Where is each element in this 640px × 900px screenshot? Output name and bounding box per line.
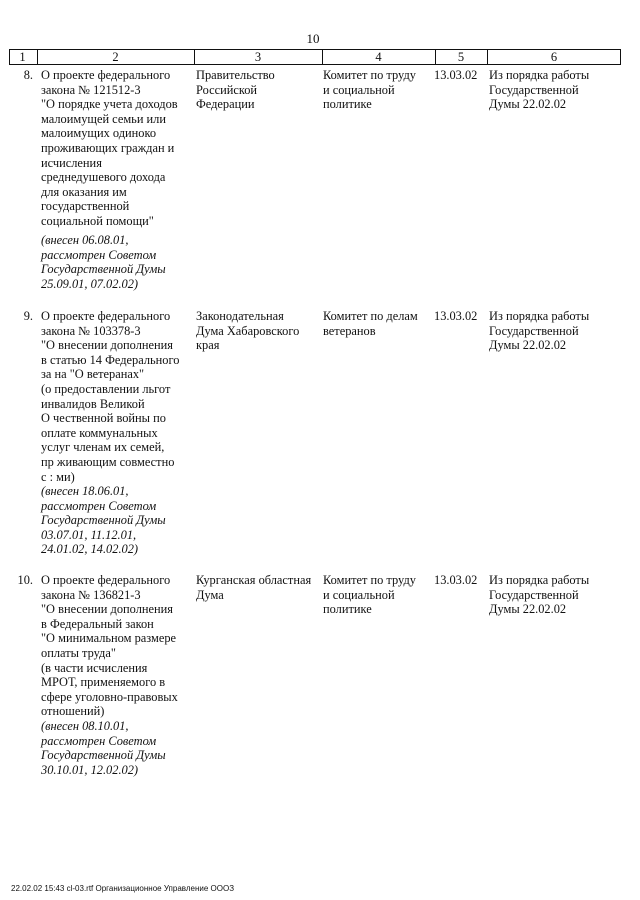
bill-author: Правительство Российской Федерации — [196, 68, 275, 112]
header-col-2: 2 — [112, 50, 119, 64]
review-date: 13.03.02 — [434, 68, 478, 82]
header-col-5: 5 — [457, 50, 465, 64]
header-col-6: 6 — [550, 50, 558, 64]
bill-status-note: (внесен 08.10.01, рассмотрен Советом Государственной Думы 30.10.01, 12.02.02) — [41, 719, 166, 777]
review-date: 13.03.02 — [434, 309, 478, 323]
responsible-committee: Комитет по труду и социальной политике — [323, 573, 416, 617]
header-col-1: 1 — [19, 50, 26, 64]
header-col-3: 3 — [254, 50, 262, 64]
bill-title: О проекте федерального закона № 103378-3 "О внесении дополнения в статью 14 Федерального за на "О ветеранах" (о предоставлении льгот инвалидов Великой О чественной войны по оплате коммунальных услуг членам их семей, пр живающим совместно с : ми) — [41, 309, 180, 484]
responsible-committee: Комитет по делам ветеранов — [323, 309, 418, 338]
review-date: 13.03.02 — [434, 573, 478, 587]
document-footer: 22.02.02 15:43 cl-03.rtf Организационное Управление ОООЗ — [11, 884, 235, 893]
bill-title: О проекте федерального закона № 136821-3 "О внесении дополнения в Федеральный закон "О минимальном размере оплаты труда" (в части исчисления МРОТ, применяемого в сфере уголовно-правовых отношений) — [41, 573, 178, 719]
bill-status-note: (внесен 18.06.01, рассмотрен Советом Государственной Думы 03.07.01, 11.12.01, 24.01.02, 14.02.02) — [41, 484, 166, 557]
bill-status-note: (внесен 06.08.01, рассмотрен Советом Государственной Думы 25.09.01, 07.02.02) — [41, 233, 166, 291]
table-header-row — [9, 49, 621, 65]
bill-author: Курганская областная Дума — [196, 573, 312, 602]
source-reference: Из порядка работы Государственной Думы 22.02.02 — [489, 68, 590, 112]
bill-author: Законодательная Дума Хабаровского края — [196, 309, 300, 353]
header-col-4: 4 — [375, 50, 382, 64]
row-number: 10. — [17, 573, 33, 587]
source-reference: Из порядка работы Государственной Думы 22.02.02 — [489, 573, 590, 617]
source-reference: Из порядка работы Государственной Думы 22.02.02 — [489, 309, 590, 353]
responsible-committee: Комитет по труду и социальной политике — [323, 68, 416, 112]
row-number: 8. — [23, 68, 33, 82]
bill-title: О проекте федерального закона № 121512-3 "О порядке учета доходов малоимущей семьи или малоимущих одиноко проживающих граждан и исчисления среднедушевого дохода для оказания им государственной социальной помощи" — [41, 68, 178, 228]
page-number: 10 — [306, 31, 320, 46]
row-number: 9. — [23, 309, 33, 323]
